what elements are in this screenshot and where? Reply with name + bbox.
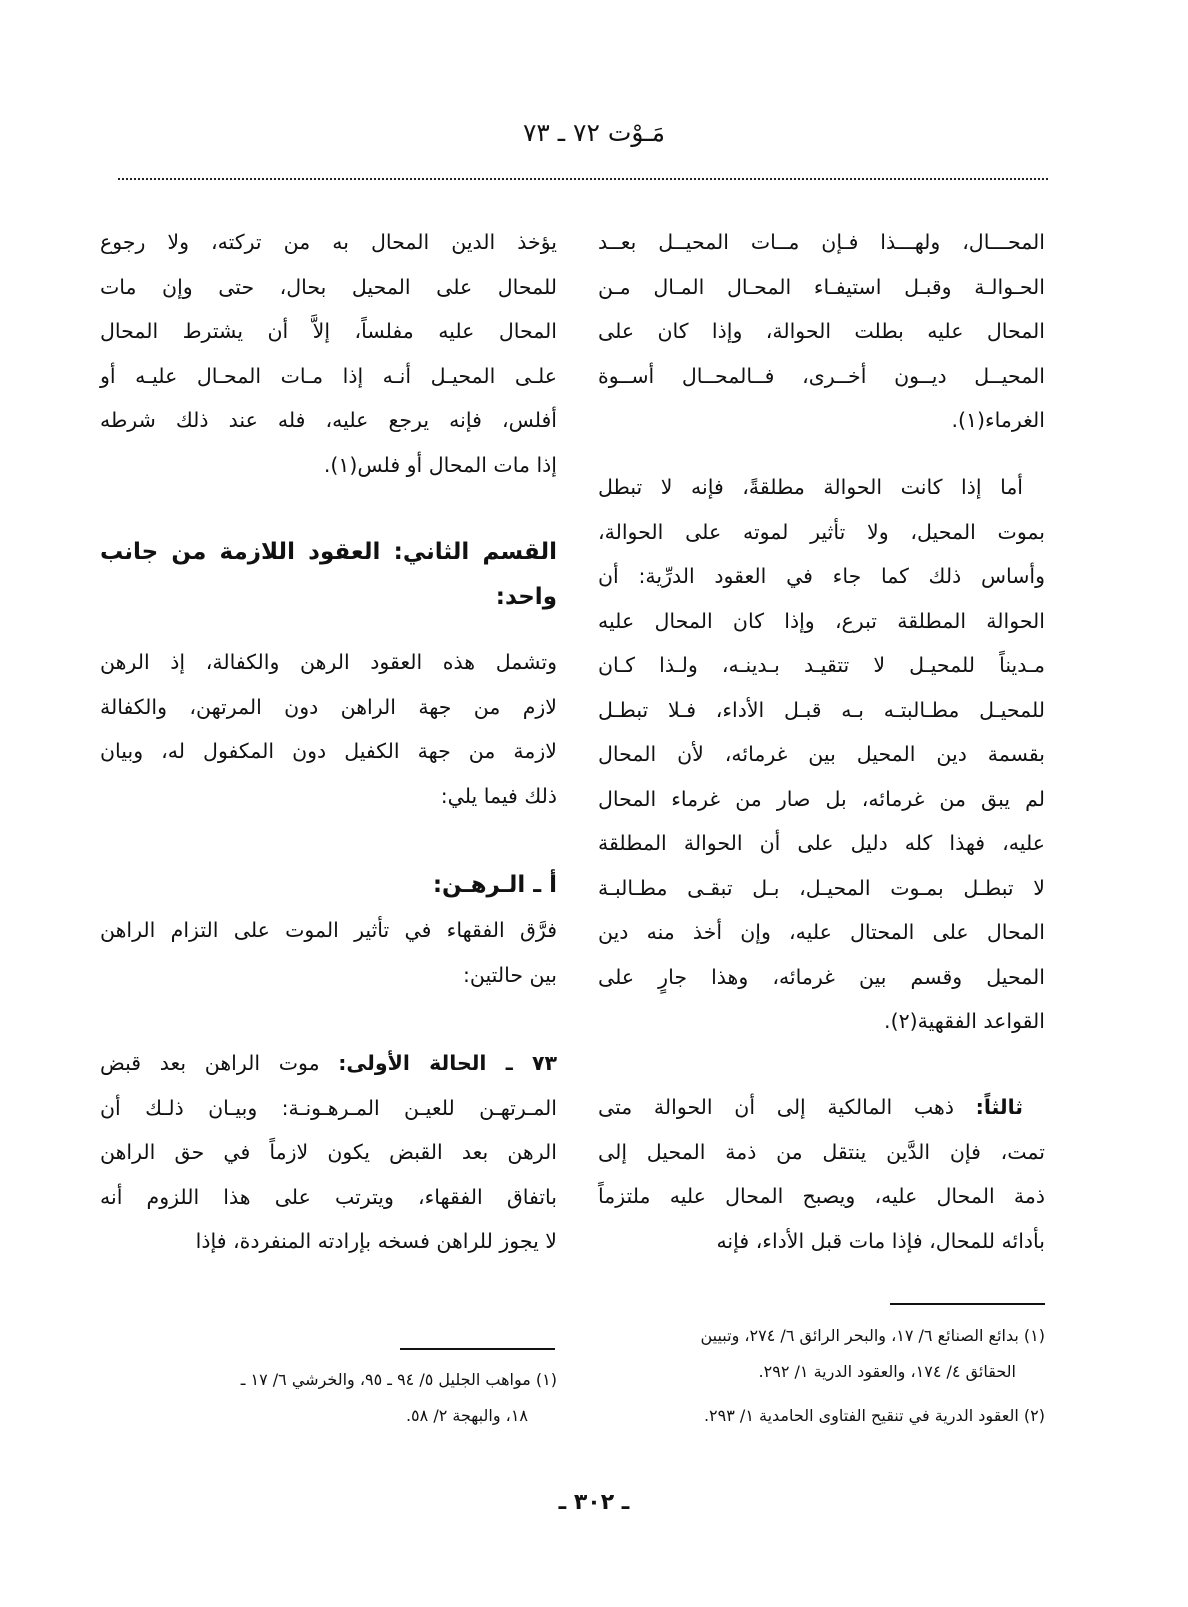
paragraph [100,1041,557,1264]
left-column [100,0,557,1290]
text-line: لازم من جهة الراهن دون المرتهن، والكفالة [100,694,557,719]
text-line: لازمة من جهة الكفيل دون المكفول له، وبيان [100,739,557,763]
footnote-rule [400,1348,555,1350]
paragraph [598,465,1045,1044]
right-column [598,0,1045,1290]
text-line: وتشمل هذه العقود الرهن والكفالة، إذ الرهن [100,650,557,674]
text-line: ذمة المحال عليه، ويصبح المحال عليه ملتزماً [598,1184,1045,1208]
text-line: ثالثاً: ذهب المالكية إلى أن الحوالة متى [598,1095,1023,1119]
subsection-heading [100,863,557,908]
footnote-line: (١) مواهب الجليل ٥/ ٩٤ ـ ٩٥، والخرشي ٦/ ١٧ ـ [240,1370,557,1389]
text-line: المحال عليه بطلت الحوالة، وإذا كان على [598,319,1045,343]
paragraph [598,1085,1045,1263]
text-line: بأدائه للمحال، فإذا مات قبل الأداء، فإنه [716,1228,1045,1253]
footnote-line: الحقائق ٤/ ١٧٤، والعقود الدرية ١/ ٢٩٢. [758,1362,1016,1381]
footnote-line: (١) بدائع الصنائع ٦/ ١٧، والبحر الرائق ٦/ ٢٧٤، وتبيين [700,1326,1045,1345]
footnote-line: ١٨، والبهجة ٢/ ٥٨. [405,1406,528,1425]
text-line: ٧٣ ـ الحالة الأولى: موت الراهن بعد قبض [100,1051,557,1075]
paragraph [100,908,557,997]
text-line: مـديناً للمحيـل لا تتقيـد بـدينـه، ولـذا كـان [598,653,1045,677]
text-line: للمحال على المحيل بحال، حتى وإن مات [100,274,557,299]
heading-line: واحد: [495,583,557,610]
paragraph [100,220,557,487]
paragraph [598,220,1045,443]
heading-line: أ ـ الـرهـن: [432,872,557,898]
text-line: الرهن بعد القبض يكون لازماً في حق الراهن [100,1140,557,1164]
text-line: بين حالتين: [462,962,557,987]
footnote-line: (٢) العقود الدرية في تنقيح الفتاوى الحامدية ١/ ٢٩٣. [703,1406,1045,1425]
footnote-rule [890,1303,1045,1305]
text-line: باتفاق الفقهاء، ويترتب على هذا اللزوم أنه [100,1184,557,1209]
text-line: عليه، فهذا كله دليل على أن الحوالة المطلقة [598,831,1045,855]
text-line: إذا مات المحال أو فلس(١). [323,452,557,477]
text-line: لم يبق من غرمائه، بل صار من غرماء المحال [598,786,1045,811]
text-line: المحـــال، ولهـــذا فـإن مــات المحيــل بعــد [598,230,1045,254]
text-line: وأساس ذلك كما جاء في العقود الدرِّية: أن [598,564,1045,588]
text-line: للمحيـل مطـالبتـه بـه قبـل الأداء، فـلا تبطـل [598,697,1045,722]
text-line: ذلك فيما يلي: [440,783,557,808]
heading-line: القسم الثاني: العقود اللازمة من جانب [100,539,557,565]
text-line: المحال عليه مفلساً، إلاَّ أن يشترط المحال [100,319,557,343]
text-line: تمت، فإن الدَّين ينتقل من ذمة المحيل إلى [598,1139,1045,1164]
text-line: المـرتهـن للعيـن المـرهـونـة: وبيـان ذلـك أن [100,1095,557,1120]
text-line: بقسمة دين المحيل بين غرمائه، لأن المحال [598,742,1045,766]
text-line: بموت المحيل، ولا تأثير لموته على الحوالة، [598,519,1045,544]
lead-label: ٧٣ ـ الحالة الأولى: [338,1051,557,1075]
page-number: ـ ٣٠٢ ـ [558,1490,630,1515]
text-line: القواعد الفقهية(٢). [884,1009,1045,1033]
text-line: يؤخذ الدين المحال به من تركته، ولا رجوع [100,230,557,254]
text-line: الحوالة المطلقة تبرع، وإذا كان المحال عليه [598,608,1045,633]
section-heading [100,530,557,619]
text-line: أفلس، فإنه يرجع عليه، فله عند ذلك شرطه [100,408,557,432]
text-line: المحيل وقسم بين غرمائه، وهذا جارٍ على [598,964,1045,989]
text-line: فرَّق الفقهاء في تأثير الموت على التزام الراهن [100,918,557,942]
text-line: المحيــل ديــون أخــرى، فــالمحــال أســوة [598,363,1045,388]
lead-label: ثالثاً: [975,1095,1023,1119]
text-line: الحـوالـة وقبـل استيفـاء المحـال المـال مـن [598,274,1045,299]
running-header: مَـوْت ٧٢ ـ ٧٣ [522,118,666,147]
text-line: لا تبطـل بمـوت المحيـل، بـل تبقـى مطـالبـة [598,875,1045,900]
text-line: الغرماء(١). [951,408,1045,432]
text-line: علـى المحيـل أنـه إذا مـات المحـال عليـه أو [100,363,557,388]
text-line: المحال على المحتال عليه، وإن أخذ منه دين [598,920,1045,944]
paragraph [100,640,557,818]
text-line: أما إذا كانت الحوالة مطلقةً، فإنه لا تبطل [598,475,1023,499]
text-line: لا يجوز للراهن فسخه بإرادته المنفردة، فإذا [195,1229,557,1253]
